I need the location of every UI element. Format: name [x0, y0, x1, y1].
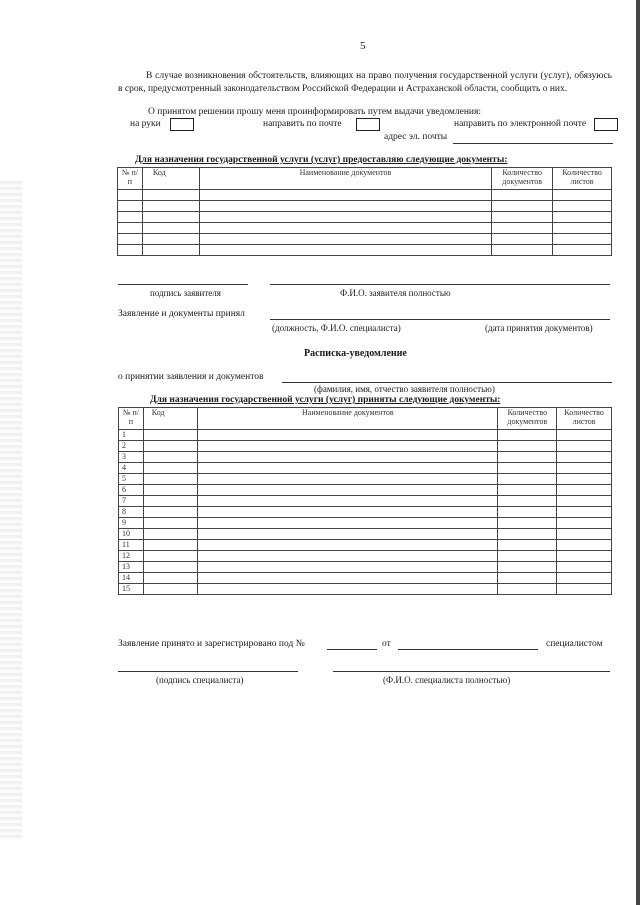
table1-header-sheet-count: Количество листов — [553, 168, 612, 190]
option-by-email-label: направить по электронной почте — [454, 119, 587, 129]
table2 — [118, 407, 612, 595]
table-row[interactable]: 3 — [119, 452, 612, 463]
received-label: Заявление и документы принял — [118, 309, 245, 319]
applicant-signature-caption: подпись заявителя — [150, 288, 221, 298]
registered-from: от — [382, 639, 391, 649]
table-row[interactable]: 6 — [119, 485, 612, 496]
table-row[interactable]: 11 — [119, 540, 612, 551]
table1-header-name: Наименование документов — [199, 168, 492, 190]
table-row[interactable]: 10 — [119, 529, 612, 540]
table-row[interactable]: 8 — [119, 507, 612, 518]
received-date-caption: (дата принятия документов) — [485, 323, 593, 333]
by-hand-checkbox[interactable] — [170, 118, 194, 131]
table-row[interactable]: 1 — [119, 430, 612, 441]
table-row[interactable]: 9 — [119, 518, 612, 529]
table-row[interactable]: 12 — [119, 551, 612, 562]
table-row[interactable]: 5 — [119, 474, 612, 485]
received-by-field[interactable] — [270, 319, 610, 320]
receipt-about-caption: (фамилия, имя, отчество заявителя полностью) — [314, 384, 495, 394]
table2-header-num: № п/п — [119, 408, 144, 430]
scan-edge-artifact — [0, 180, 22, 840]
table-row[interactable] — [118, 245, 612, 256]
table-row[interactable]: 2 — [119, 441, 612, 452]
applicant-signature-field[interactable] — [118, 284, 248, 285]
receipt-applicant-field[interactable] — [282, 382, 612, 383]
scan-border-artifact — [636, 0, 640, 905]
table-row[interactable] — [118, 212, 612, 223]
table1-header-row — [118, 168, 612, 190]
table2-header-row — [119, 408, 612, 430]
receipt-about-label: о принятии заявления и документов — [118, 372, 264, 382]
table-row[interactable]: 7 — [119, 496, 612, 507]
intro-paragraph: В случае возникновения обстоятельств, влияющих на право получения государственной услуги (услуг), обязуюсь в срок, предусмотренный законодательством Российской Федерации и Астраханской области, сообщить о них. — [118, 71, 612, 94]
table2-header-code: Код — [143, 408, 197, 430]
applicant-name-caption: Ф.И.О. заявителя полностью — [340, 288, 451, 298]
table-row[interactable]: 14 — [119, 573, 612, 584]
registered-prefix: Заявление принято и зарегистрировано под № — [118, 639, 305, 649]
specialist-signature-field[interactable] — [118, 671, 298, 672]
registration-date-field[interactable] — [398, 649, 538, 650]
email-address-field[interactable] — [453, 143, 613, 144]
receipt-title: Расписка-уведомление — [304, 348, 407, 359]
email-address-label: адрес эл. почты — [384, 132, 448, 142]
specialist-name-field[interactable] — [333, 671, 610, 672]
table2-header-name: Наименование документов — [198, 408, 498, 430]
table-row[interactable]: 15 — [119, 584, 612, 595]
table-row[interactable] — [118, 234, 612, 245]
option-by-mail-label: направить по почте — [263, 119, 342, 129]
table-row[interactable] — [118, 223, 612, 234]
table1-header-doc-count: Количество документов — [492, 168, 553, 190]
by-mail-checkbox[interactable] — [356, 118, 380, 131]
table1 — [117, 167, 612, 256]
registration-number-field[interactable] — [327, 649, 377, 650]
specialist-name-caption: (Ф.И.О. специалиста полностью) — [383, 675, 511, 685]
option-by-hand-label: на руки — [130, 119, 161, 129]
table-row[interactable] — [118, 190, 612, 201]
by-email-checkbox[interactable] — [594, 118, 618, 131]
table2-heading: Для назначения государственной услуги (услуг) приняты следующие документы: — [150, 395, 501, 405]
notify-line: О принятом решении прошу меня проинформировать путем выдачи уведомления: — [148, 107, 482, 117]
received-position-caption: (должность, Ф.И.О. специалиста) — [272, 323, 401, 333]
table2-header-doc-count: Количество документов — [498, 408, 557, 430]
specialist-signature-caption: (подпись специалиста) — [156, 675, 244, 685]
table1-heading: Для назначения государственной услуги (услуг) предоставляю следующие документы: — [135, 155, 508, 165]
table2-header-sheet-count: Количество листов — [557, 408, 612, 430]
table-row[interactable]: 13 — [119, 562, 612, 573]
table1-header-code: Код — [142, 168, 199, 190]
page-number: 5 — [360, 40, 366, 52]
applicant-name-field[interactable] — [270, 284, 610, 285]
table-row[interactable]: 4 — [119, 463, 612, 474]
table-row[interactable] — [118, 201, 612, 212]
registered-suffix: специалистом — [546, 639, 603, 649]
table1-header-num: № п/п — [118, 168, 143, 190]
